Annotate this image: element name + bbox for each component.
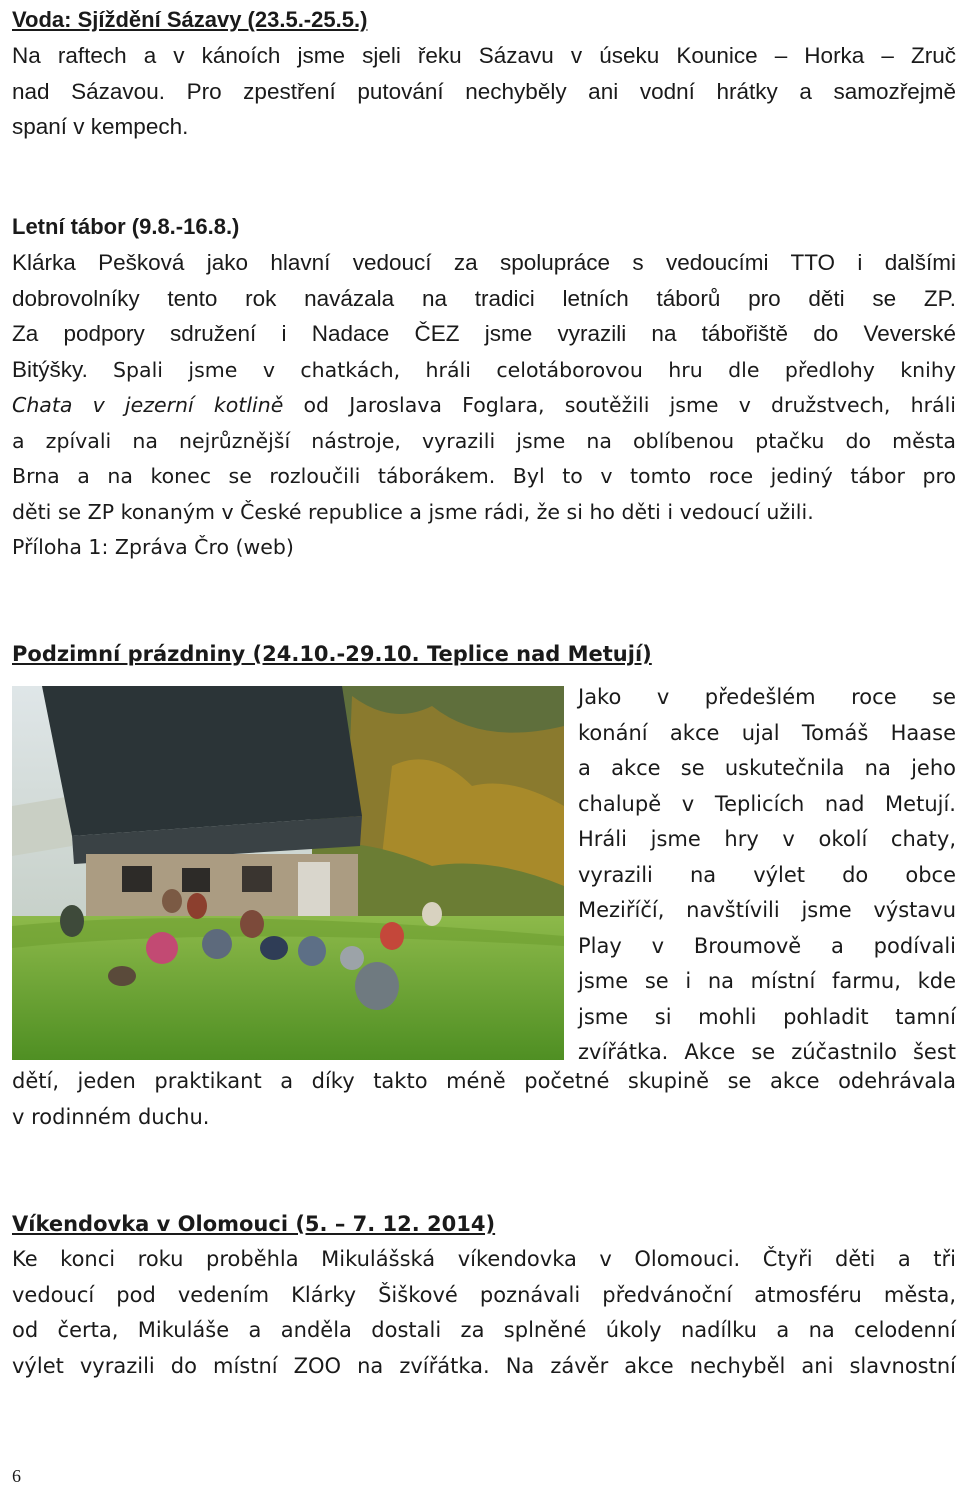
text-line: Play v Broumově a podívali <box>578 933 956 958</box>
text-line: Brna a na konec se rozloučili táborákem. Byl to v tomto roce jediný tábor pro <box>12 464 956 488</box>
text-line: vedoucí pod vedením Klárky Šiškové poznávali předvánoční atmosféru města, <box>12 1282 956 1307</box>
text-line: v rodinném duchu. <box>12 1104 210 1129</box>
text-line <box>12 388 956 424</box>
text-line: jsme se i na místní farmu, kde <box>578 969 956 993</box>
text-line: konání akce ujal Tomáš Haase <box>578 720 956 745</box>
text-line: a zpívali na nejrůznější nástroje, vyrazili jsme na oblíbenou ptačku do města <box>12 428 956 453</box>
text-line: Klárka Pešková jako hlavní vedoucí za spolupráce s vedoucími TTO i dalšími <box>12 250 956 275</box>
text-fragment: od Jaroslava Foglara, soutěžili jsme v družstvech, hráli <box>283 393 956 417</box>
text-line <box>12 352 956 389</box>
section-vikendovka <box>12 1206 956 1384</box>
section-text <box>578 680 956 1071</box>
attachment-link[interactable]: Příloha 1: Zpráva Čro (web) <box>12 535 294 559</box>
text-fragment: Spali jsme v chatkách, hráli celotáborovou hru dle předlohy knihy <box>113 357 956 382</box>
text-line: Na raftech a v kánoích jsme sjeli řeku Sázavu v úseku Kounice – Horka – Zruč <box>12 43 956 68</box>
podzim-continued <box>12 1064 956 1135</box>
section-tabor <box>12 209 956 566</box>
section-text <box>12 38 956 145</box>
text-line: a akce se uskutečnila na jeho <box>578 756 956 780</box>
section-heading: Podzimní prázdniny (24.10.-29.10. Teplice nad Metují) <box>12 642 652 666</box>
podzim-body <box>12 685 956 1064</box>
text-line: dobrovolníky tento rok navázala na tradici letních táborů pro děti se ZP. <box>12 285 956 311</box>
section-text <box>12 245 956 388</box>
section-text <box>12 1064 956 1135</box>
section-heading: Víkendovka v Olomouci (5. – 7. 12. 2014) <box>12 1212 496 1236</box>
text-fragment: Bitýšky. <box>12 356 114 382</box>
book-title: Chata v jezerní kotlině <box>12 393 284 417</box>
section-text <box>12 1242 956 1384</box>
text-line: Meziříčí, navštívili jsme výstavu <box>578 898 956 922</box>
text-line: dětí, jeden praktikant a díky takto méně početné skupině se akce odehrávala <box>12 1069 956 1093</box>
text-line: od čerta, Mikuláše a anděla dostali za splněné úkoly nadílku a na celodenní <box>12 1318 956 1342</box>
text-line: zvířátka. Akce se zúčastnilo šest <box>578 1040 956 1064</box>
text-line: děti se ZP konaným v České republice a jsme rádi, že si ho děti i vedoucí užili. <box>12 499 814 524</box>
side-text <box>578 680 956 1071</box>
text-line: Ke konci roku proběhla Mikulášská víkendovka v Olomouci. Čtyři děti a tři <box>12 1247 956 1271</box>
section-podzim <box>12 636 956 672</box>
text-line: chalupě v Teplicích nad Metují. <box>578 791 956 816</box>
text-line: spaní v kempech. <box>12 114 189 139</box>
section-heading: Voda: Sjíždění Sázavy (23.5.-25.5.) <box>12 7 368 32</box>
text-line: jsme si mohli pohladit tamní <box>578 1004 956 1029</box>
text-line: Jako v předešlém roce se <box>578 685 956 709</box>
text-line: nad Sázavou. Pro zpestření putování nechyběly ani vodní hrátky a samozřejmě <box>12 78 956 104</box>
section-text-continued <box>12 388 956 566</box>
text-line: Hráli jsme hry v okolí chaty, <box>578 827 956 851</box>
section-heading: Letní tábor (9.8.-16.8.) <box>12 214 240 239</box>
page-number: 6 <box>12 1466 21 1486</box>
text-line: výlet vyrazili do místní ZOO na zvířátka. Na závěr akce nechyběl ani slavnostní <box>12 1353 956 1378</box>
text-line: vyrazili na výlet do obce <box>578 862 956 887</box>
cottage-photo <box>12 686 564 1060</box>
section-voda <box>12 2 956 145</box>
text-line: Za podpory sdružení i Nadace ČEZ jsme vyrazili na tábořiště do Veverské <box>12 321 956 346</box>
